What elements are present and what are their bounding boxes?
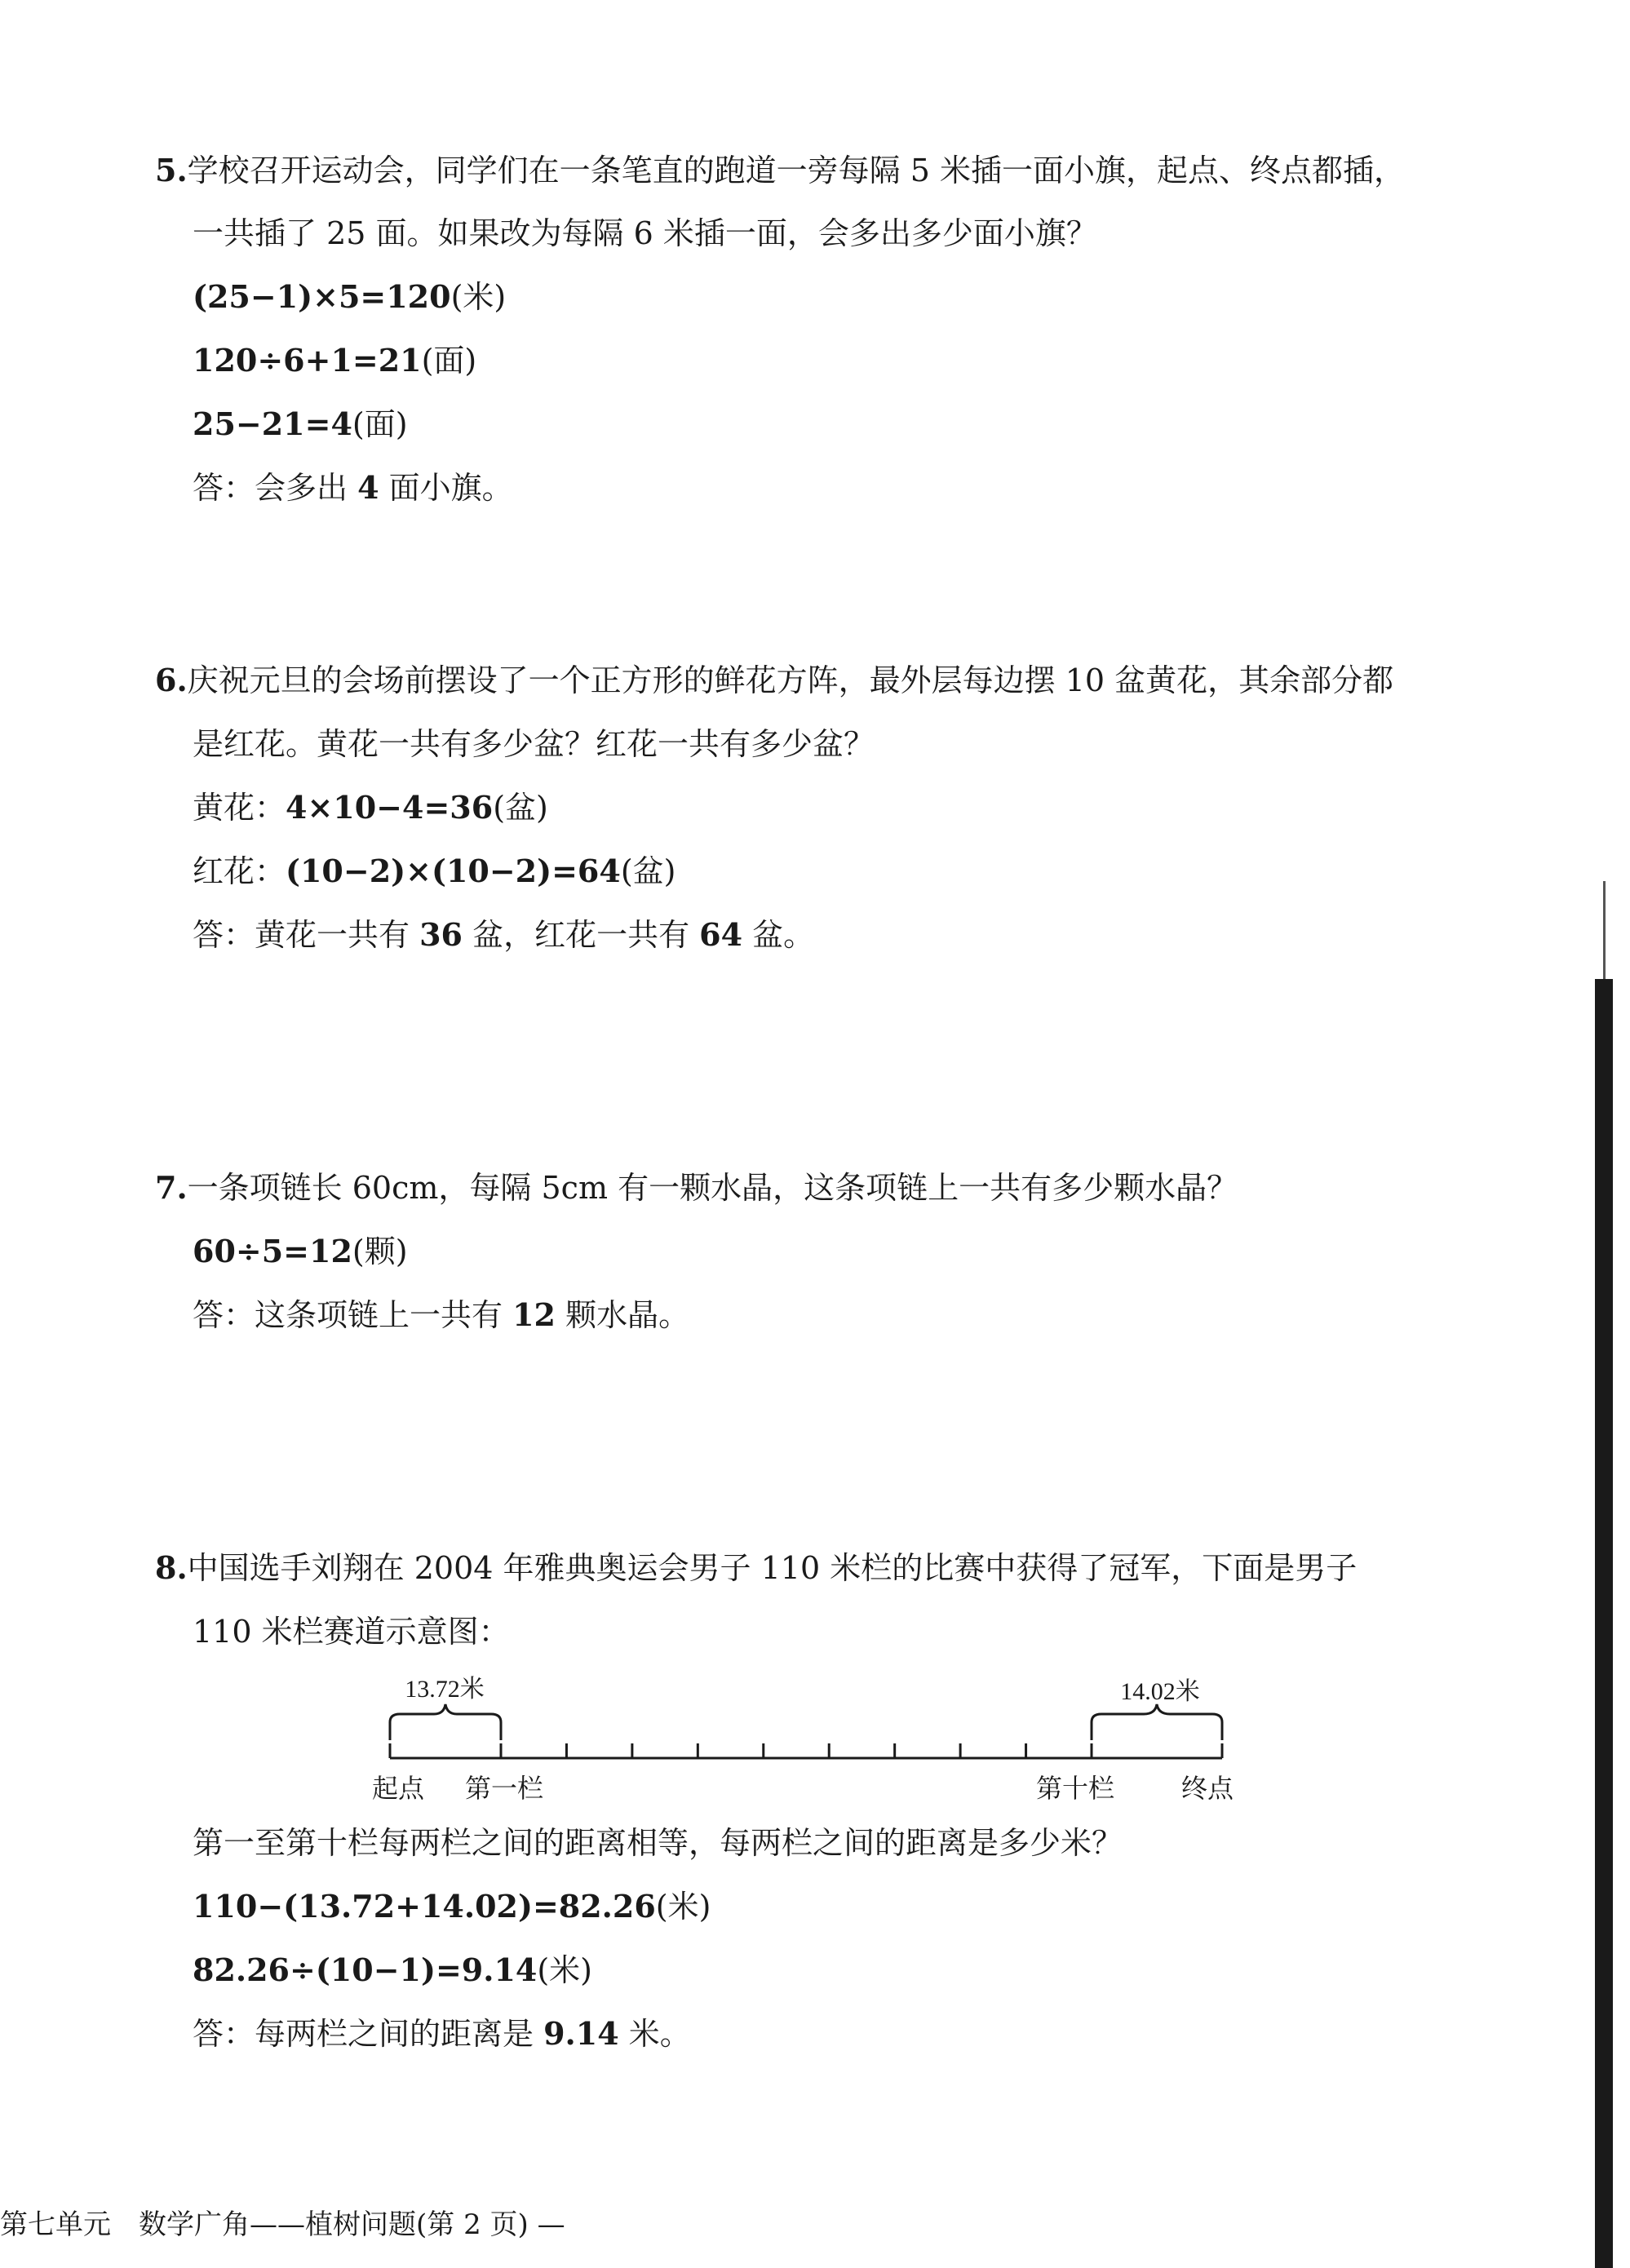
first-hurdle-label: 第一栏	[464, 1773, 544, 1804]
problem-8-step-1: 110−(13.72+14.02)=82.26(米)	[193, 1888, 711, 1925]
problem-5-step-3: 25−21=4(面)	[193, 405, 408, 442]
problem-6-question-line-2: 是红花。黄花一共有多少盆？红花一共有多少盆？	[193, 726, 875, 762]
binding-edge-bar	[1595, 979, 1613, 2268]
problem-8-step-2: 82.26÷(10−1)=9.14(米)	[193, 1951, 592, 1988]
problem-8-answer: 答：每两栏之间的距离是 9.14 米。	[193, 2015, 691, 2052]
tenth-hurdle-label: 第十栏	[1035, 1773, 1115, 1804]
binding-edge-line	[1603, 881, 1606, 995]
problem-7-question: 7.一条项链长 60cm，每隔 5cm 有一颗水晶，这条项链上一共有多少颗水晶？	[155, 1169, 1238, 1206]
hurdle-track-diagram	[359, 1668, 1256, 1815]
problem-6-answer: 答：黄花一共有 36 盆，红花一共有 64 盆。	[193, 916, 815, 953]
left-distance-label: 13.72米	[405, 1676, 485, 1703]
problem-6-step-yellow: 黄花：4×10−4=36(盆)	[193, 789, 548, 826]
page-footer: 第七单元 数学广角——植树问题(第 2 页) —	[0, 2208, 565, 2241]
problem-5-step-1: (25−1)×5=120(米)	[193, 278, 507, 315]
problem-5-question-line-1: 5.学校召开运动会，同学们在一条笔直的跑道一旁每隔 5 米插一面小旗，起点、终点都插，	[155, 152, 1406, 188]
problem-6-question-line-1: 6.庆祝元旦的会场前摆设了一个正方形的鲜花方阵，最外层每边摆 10 盆黄花，其余部分都	[155, 662, 1394, 698]
problem-5-answer: 答：会多出 4 面小旗。	[193, 469, 513, 506]
problem-6-step-red: 红花：(10−2)×(10−2)=64(盆)	[193, 853, 676, 889]
right-brace	[1092, 1704, 1222, 1740]
problem-7-step-1: 60÷5=12(颗)	[193, 1233, 408, 1269]
problem-7-answer: 答：这条项链上一共有 12 颗水晶。	[193, 1296, 690, 1333]
problem-5-question-line-2: 一共插了 25 面。如果改为每隔 6 米插一面，会多出多少面小旗？	[193, 215, 1097, 251]
problem-8-sub-question: 第一至第十栏每两栏之间的距离相等，每两栏之间的距离是多少米？	[193, 1825, 1123, 1861]
problem-8-question-line-1: 8.中国选手刘翔在 2004 年雅典奥运会男子 110 米栏的比赛中获得了冠军，下面是男子	[155, 1549, 1358, 1586]
right-distance-label: 14.02米	[1120, 1678, 1200, 1705]
left-brace	[390, 1704, 501, 1740]
problem-8-question-line-2: 110 米栏赛道示意图：	[193, 1614, 510, 1650]
problem-5-step-2: 120÷6+1=21(面)	[193, 342, 477, 379]
hurdle-ticks	[501, 1743, 1092, 1758]
start-label: 起点	[371, 1773, 425, 1804]
end-label: 终点	[1180, 1773, 1234, 1804]
